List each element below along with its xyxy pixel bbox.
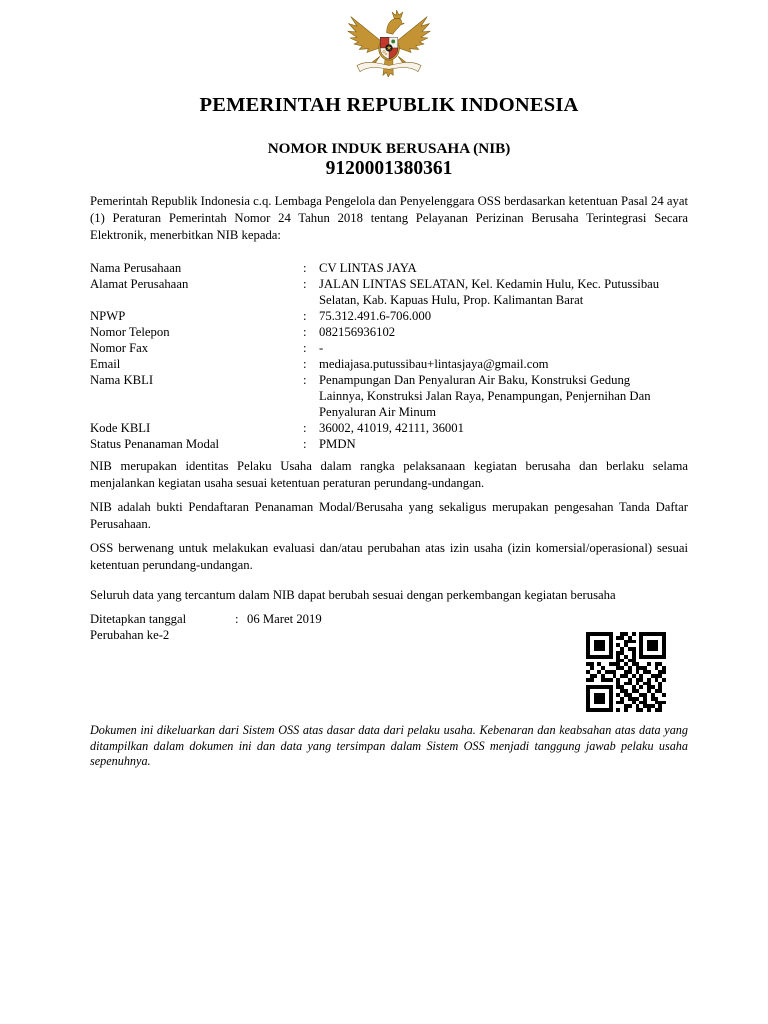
- garuda-pancasila-emblem-icon: [347, 8, 431, 81]
- qr-code: [586, 632, 666, 712]
- field-colon: :: [303, 437, 307, 451]
- field-value: PMDN: [319, 437, 356, 451]
- qr-code-container: [90, 632, 666, 712]
- field-row: [90, 260, 688, 276]
- field-label: Status Penanaman Modal: [90, 437, 219, 451]
- issuance-colon: :: [235, 612, 239, 626]
- field-colon: :: [303, 325, 307, 339]
- field-label: Alamat Perusahaan: [90, 277, 189, 291]
- revision-label: Perubahan ke-2: [90, 628, 170, 642]
- field-value: CV LINTAS JAYA: [319, 261, 417, 275]
- field-row: [90, 324, 688, 340]
- field-value: 36002, 41019, 42111, 36001: [319, 421, 464, 435]
- field-value: 082156936102: [319, 325, 396, 339]
- field-label: Nama Perusahaan: [90, 261, 182, 275]
- field-value: mediajasa.putussibau+lintasjaya@gmail.com: [319, 357, 549, 371]
- body-paragraph: NIB merupakan identitas Pelaku Usaha dalam rangka pelaksanaan kegiatan berusaha dan berlaku selama menjalankan kegiatan usaha sesuai ketentuan peraturan perundang-undangan.: [90, 459, 688, 490]
- field-row: [90, 372, 688, 420]
- field-row: [90, 308, 688, 324]
- field-row: [90, 356, 688, 372]
- field-row: [90, 420, 688, 436]
- field-value: 75.312.491.6-706.000: [319, 309, 432, 323]
- field-label: NPWP: [90, 309, 126, 323]
- field-colon: :: [303, 357, 307, 371]
- body-paragraph: Seluruh data yang tercantum dalam NIB dapat berubah sesuai dengan perkembangan kegiatan berusaha: [90, 588, 616, 602]
- field-label: Nomor Fax: [90, 341, 149, 355]
- field-colon: :: [303, 261, 307, 275]
- field-row: [90, 340, 688, 356]
- field-label: Nomor Telepon: [90, 325, 170, 339]
- doc-type-label: NOMOR INDUK BERUSAHA (NIB): [267, 140, 511, 157]
- fields-table: [90, 260, 688, 452]
- country-title: PEMERINTAH REPUBLIK INDONESIA: [199, 94, 579, 116]
- issuance-label: Ditetapkan tanggal: [90, 612, 187, 626]
- field-colon: :: [303, 277, 307, 291]
- field-row: [90, 436, 688, 452]
- field-label: Email: [90, 357, 121, 371]
- field-value: JALAN LINTAS SELATAN, Kel. Kedamin Hulu, Kec. Putussibau Selatan, Kab. Kapuas Hulu, Prop. Kalimantan Barat: [319, 277, 660, 307]
- field-label: Kode KBLI: [90, 421, 151, 435]
- issuance-date: 06 Maret 2019: [247, 612, 322, 626]
- field-colon: :: [303, 341, 307, 355]
- body-paragraph: OSS berwenang untuk melakukan evaluasi dan/atau perubahan atas izin usaha (izin komersial/operasional) sesuai ketentuan perundang-undangan.: [90, 541, 688, 572]
- field-colon: :: [303, 373, 307, 387]
- field-row: [90, 276, 688, 308]
- nib-number: 9120001380361: [325, 158, 453, 179]
- field-label: Nama KBLI: [90, 373, 154, 387]
- intro-paragraph: Pemerintah Republik Indonesia c.q. Lembaga Pengelola dan Penyelenggara OSS berdasarkan ketentuan Pasal 24 ayat (1) Peraturan Pemerintah Nomor 24 Tahun 2018 tentang Pelayanan Perizinan Berusaha Terintegrasi Secara Elektronik, menerbitkan NIB kepada:: [90, 194, 688, 242]
- issuance-row: [90, 611, 688, 627]
- field-colon: :: [303, 309, 307, 323]
- field-value: Penampungan Dan Penyaluran Air Baku, Konstruksi Gedung Lainnya, Konstruksi Jalan Raya, Penampungan, Penjernihan Dan Penyaluran Air Minum: [319, 373, 651, 419]
- footer-note: Dokumen ini dikeluarkan dari Sistem OSS atas dasar data dari pelaku usaha. Kebenaran dan keabsahan atas data yang ditampilkan dalam dokumen ini dan data yang tersimpan dalam Sistem OSS menjadi tanggung jawab pelaku usaha sepenuhnya.: [90, 723, 688, 768]
- body-paragraph: NIB adalah bukti Pendaftaran Penanaman Modal/Berusaha yang sekaligus merupakan pengesahan Tanda Daftar Perusahaan.: [90, 500, 688, 531]
- field-colon: :: [303, 421, 307, 435]
- field-value: -: [319, 341, 324, 355]
- body-paragraphs: [90, 458, 688, 604]
